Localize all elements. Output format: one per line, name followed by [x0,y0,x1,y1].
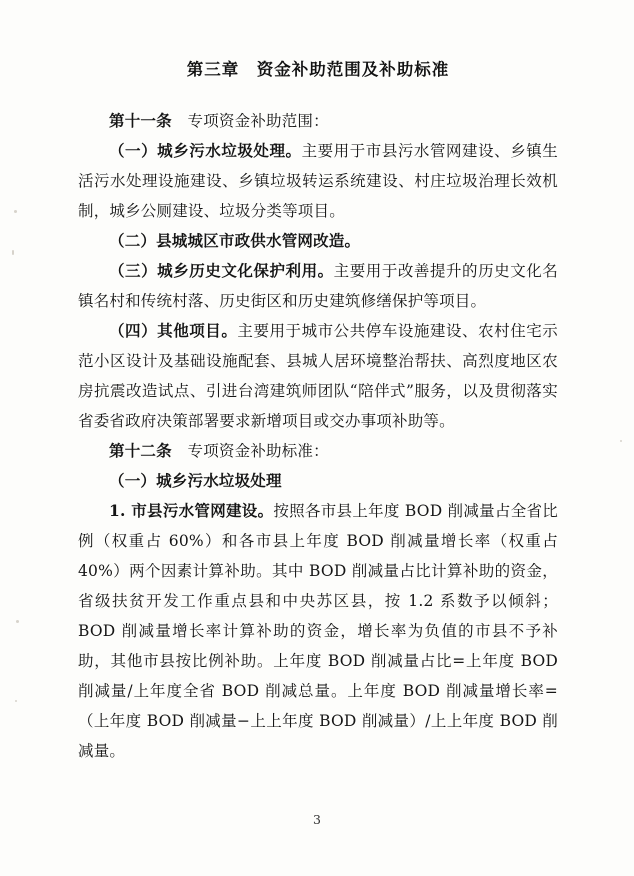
paragraph-lead: （二）县城城区市政供水管网改造。 [109,231,361,250]
paragraph-body: 主要用于改善提升的历史文化名镇名村和传统村落、历史街区和历史建筑修缮保护等项目。 [78,262,558,310]
paragraph-article-11-heading [78,106,558,136]
scan-speck [15,700,17,702]
paragraph-body: 专项资金补助范围： [171,112,329,130]
chapter-title: 第三章 资金补助范围及补助标准 [186,60,450,79]
paragraph-body: 按照各市县上年度 BOD 削减量占全省比例（权重占 60%）和各市县上年度 BOD 削减量增长率（权重占 40%）两个因素计算补助。其中 BOD 削减量占比计算补助的资金，省级扶贫开发工作重点县和中央苏区县，按 1.2 系数予以倾斜；BOD 削减量增长率计算补助的资金，增长率为负值的市县不予补助，其他市县按比例补助。上年度 BOD 削减量占比=上年度 BOD 削减量/上年度全省 BOD 削减总量。上年度 BOD 削减量增长率=（上年度 BOD 削减量−上上年度 BOD 削减量）/上上年度 BOD 削减量。 [78,502,559,760]
paragraph-lead: （一）城乡污水垃圾处理 [109,471,282,490]
paragraph-lead: （四）其他项目。 [109,321,238,340]
scan-speck [14,210,17,213]
paragraph-lead: 第十二条 [109,441,172,460]
paragraph-item-2 [78,226,558,256]
paragraph-article-12-heading [78,436,558,466]
scan-speck [16,620,19,623]
paragraph-item-12-1 [78,466,558,496]
page-content [78,56,558,766]
paragraph-body: 主要用于市县污水管网建设、乡镇生活污水处理设施建设、乡镇垃圾转运系统建设、村庄垃圾治理长效机制，城乡公厕建设、垃圾分类等项目。 [78,142,558,220]
paragraph-lead: （三）城乡历史文化保护利用。 [109,261,334,280]
paragraph-item-1 [78,136,558,226]
paragraph-body: 专项资金补助标准： [171,442,329,460]
paragraph-lead: （一）城乡污水垃圾处理。 [109,141,302,160]
paragraph-item-3 [78,256,558,316]
page-number: 3 [313,812,321,827]
paragraph-lead: 第十一条 [109,111,172,130]
paragraph-body: 主要用于城市公共停车设施建设、农村住宅示范小区设计及基础设施配套、县城人居环境整治帮扶、高烈度地区农房抗震改造试点、引进台湾建筑师团队“陪伴式”服务，以及贯彻落实省委省政府决策部署要求新增项目或交办事项补助等。 [78,322,558,430]
paragraph-lead: 1. 市县污水管网建设。 [109,501,274,520]
paragraph-item-4 [78,316,558,436]
scan-speck [12,250,14,255]
scan-speck [620,440,622,442]
paragraph-item-12-1-1 [78,496,558,766]
